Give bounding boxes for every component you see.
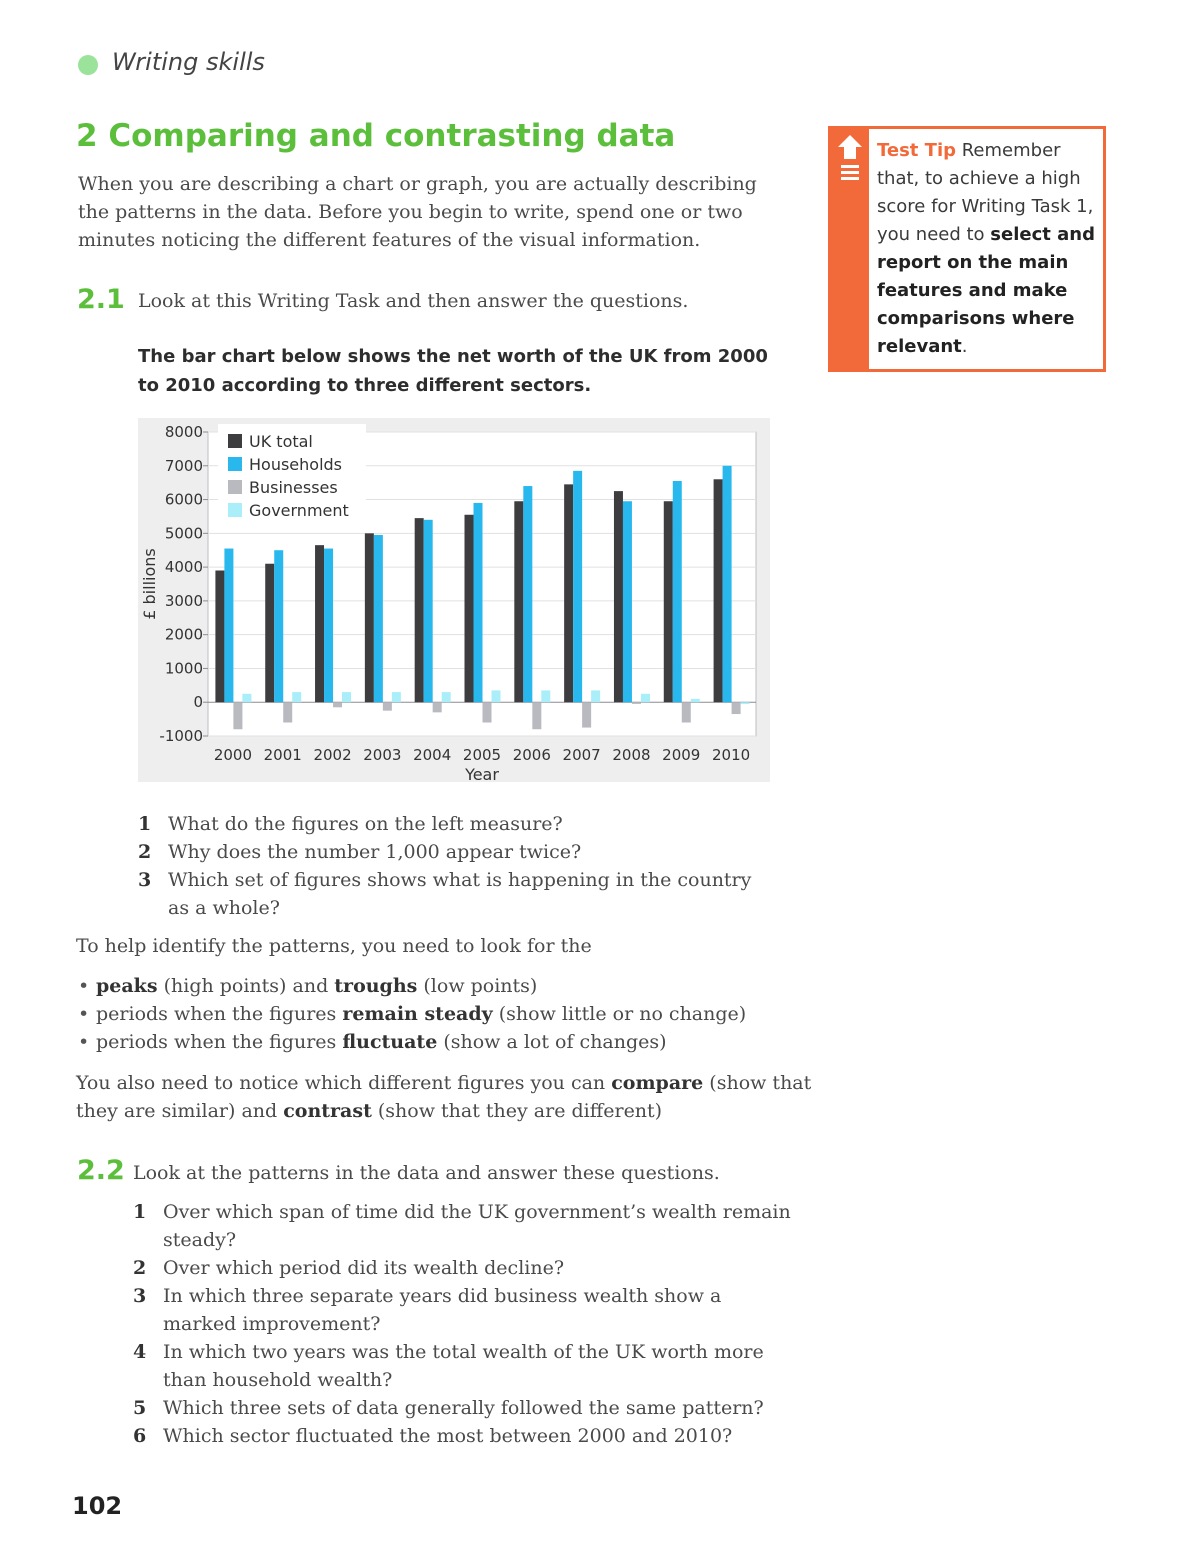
bar-businesses-2005 <box>483 702 492 722</box>
y-tick-label: 3000 <box>164 591 203 610</box>
test-tip-box <box>828 126 1106 372</box>
exercise-number-2-1: 2.1 <box>77 284 125 315</box>
list-item <box>78 972 798 1000</box>
y-tick-label: 7000 <box>164 456 203 475</box>
bullet-text: periods when the figures <box>96 1031 343 1053</box>
legend-label: Businesses <box>249 478 338 497</box>
x-tick-label: 2000 <box>213 746 253 764</box>
bar-businesses-2009 <box>682 702 691 722</box>
y-tick-label: 6000 <box>164 490 203 509</box>
bar-uk-total-2005 <box>465 515 474 702</box>
legend-label: Government <box>249 501 349 520</box>
bar-businesses-2001 <box>283 702 292 722</box>
bar-businesses-2010 <box>732 702 741 714</box>
intro-paragraph: When you are describing a chart or graph, you are actually describing the patterns in the data. Before you begin to write, spend one or two minutes noticing the different features of the visual information. <box>78 173 757 251</box>
x-tick-label: 2001 <box>263 746 302 764</box>
writing-task-prompt: The bar chart below shows the net worth of the UK from 2000 to 2010 according to three different sectors. <box>138 346 768 396</box>
tip-text <box>877 137 1099 361</box>
bar-households-2010 <box>723 466 732 702</box>
bar-government-2000 <box>242 694 251 702</box>
exercise-number-2-2: 2.2 <box>77 1155 125 1186</box>
list-item <box>133 1338 793 1394</box>
patterns-bullet-list <box>78 972 798 1056</box>
keyword: compare <box>611 1072 704 1094</box>
keyword: fluctuate <box>342 1031 438 1053</box>
list-item <box>138 838 778 866</box>
page-number: 102 <box>72 1492 123 1520</box>
bar-households-2000 <box>224 549 233 703</box>
bar-chart <box>138 418 770 782</box>
question-text: In which three separate years did business wealth show a marked improvement? <box>163 1285 722 1335</box>
x-tick-label: 2007 <box>562 746 601 764</box>
question-number: 2 <box>138 841 152 863</box>
bar-uk-total-2007 <box>564 484 573 702</box>
x-axis-label: Year <box>465 765 499 782</box>
exercise-2-2-questions <box>133 1198 793 1450</box>
bar-households-2004 <box>424 520 433 702</box>
list-item <box>138 810 778 838</box>
question-number: 2 <box>133 1257 147 1279</box>
x-tick-label: 2002 <box>313 746 352 764</box>
section-label: Writing skills <box>112 48 265 76</box>
bar-uk-total-2001 <box>265 564 274 702</box>
bullet-text: (high points) and <box>157 975 335 997</box>
tip-body: . <box>961 336 968 357</box>
bar-uk-total-2006 <box>514 501 523 702</box>
y-axis-label: £ billions <box>140 548 159 620</box>
bullet-text: (show a lot of changes) <box>437 1031 667 1053</box>
bar-households-2007 <box>573 471 582 702</box>
bar-households-2009 <box>673 481 682 702</box>
x-tick-label: 2010 <box>711 746 751 764</box>
x-tick-label: 2008 <box>612 746 651 764</box>
question-text: In which two years was the total wealth of the UK worth more than household wealth? <box>163 1341 764 1391</box>
question-text: Over which span of time did the UK government’s wealth remain steady? <box>163 1201 791 1251</box>
tip-emphasis: select and report on the main features and make comparisons where relevant <box>877 224 1095 357</box>
exercise-2-1-questions <box>138 810 778 922</box>
question-number: 6 <box>133 1425 147 1447</box>
bar-businesses-2002 <box>333 702 342 707</box>
bar-businesses-2000 <box>233 702 242 729</box>
keyword: troughs <box>334 975 418 997</box>
bar-uk-total-2009 <box>664 501 673 702</box>
bar-uk-total-2003 <box>365 533 374 702</box>
list-item <box>78 1028 798 1056</box>
question-number: 1 <box>138 813 152 835</box>
list-item <box>78 1000 798 1028</box>
bar-uk-total-2010 <box>714 479 723 702</box>
list-item <box>133 1394 793 1422</box>
bar-businesses-2004 <box>433 702 442 712</box>
bar-government-2002 <box>342 692 351 702</box>
question-text: What do the figures on the left measure? <box>168 813 563 835</box>
legend-swatch-government <box>228 503 242 517</box>
bar-households-2003 <box>374 535 383 702</box>
question-text: Which three sets of data generally followed the same pattern? <box>163 1397 764 1419</box>
paragraph-text: You also need to notice which different figures you can <box>76 1072 612 1094</box>
list-item <box>133 1282 793 1338</box>
list-item <box>133 1198 793 1254</box>
bar-businesses-2008 <box>632 702 641 704</box>
list-item <box>133 1422 793 1450</box>
bar-government-2010 <box>741 702 750 704</box>
legend-swatch-uk-total <box>228 434 242 448</box>
bar-uk-total-2002 <box>315 545 324 702</box>
legend-label: UK total <box>249 432 313 451</box>
bar-businesses-2007 <box>582 702 591 727</box>
y-tick-label: -1000 <box>159 727 203 745</box>
exercise-instruction-2-2: Look at the patterns in the data and answer these questions. <box>133 1162 720 1184</box>
x-tick-label: 2003 <box>363 746 402 764</box>
bar-households-2006 <box>523 486 532 702</box>
bar-government-2007 <box>591 690 600 702</box>
list-item <box>138 866 778 922</box>
y-tick-label: 1000 <box>164 659 203 678</box>
y-tick-label: 5000 <box>164 524 203 543</box>
bar-businesses-2006 <box>532 702 541 729</box>
list-item <box>133 1254 793 1282</box>
paragraph-text: (show that they are similar) and <box>76 1072 812 1122</box>
legend-swatch-households <box>228 457 242 471</box>
y-tick-label: 0 <box>193 693 203 712</box>
keyword: contrast <box>283 1100 372 1122</box>
x-tick-label: 2006 <box>512 746 551 764</box>
bar-businesses-2003 <box>383 702 392 710</box>
patterns-intro: To help identify the patterns, you need to look for the <box>76 935 592 957</box>
legend-swatch-businesses <box>228 480 242 494</box>
bar-uk-total-2000 <box>215 570 224 702</box>
y-tick-label: 4000 <box>164 558 203 577</box>
question-text: Why does the number 1,000 appear twice? <box>168 841 582 863</box>
bar-households-2001 <box>274 550 283 702</box>
section-bullet-icon <box>78 55 98 75</box>
bar-government-2006 <box>541 690 550 702</box>
bar-government-2003 <box>392 692 401 702</box>
bar-uk-total-2004 <box>415 518 424 702</box>
keyword: remain steady <box>342 1003 493 1025</box>
question-number: 4 <box>133 1341 147 1363</box>
page-title: 2 Comparing and contrasting data <box>76 118 676 154</box>
bar-government-2008 <box>641 694 650 702</box>
question-text: Which set of figures shows what is happening in the country as a whole? <box>168 869 752 919</box>
tip-heading: Test Tip <box>877 140 957 161</box>
question-number: 3 <box>138 869 152 891</box>
question-number: 1 <box>133 1201 147 1223</box>
bullet-text: (low points) <box>417 975 538 997</box>
bar-households-2005 <box>474 503 483 702</box>
bar-households-2008 <box>623 501 632 702</box>
bar-government-2004 <box>442 692 451 702</box>
compare-contrast-paragraph <box>76 1069 816 1125</box>
legend-label: Households <box>249 455 343 474</box>
x-tick-label: 2005 <box>462 746 502 764</box>
bullet-text: periods when the figures <box>96 1003 343 1025</box>
x-tick-label: 2009 <box>662 746 701 764</box>
tip-side-bar <box>831 129 869 369</box>
bar-government-2009 <box>691 699 700 702</box>
question-text: Which sector fluctuated the most between 2000 and 2010? <box>163 1425 733 1447</box>
arrow-up-icon <box>838 135 862 189</box>
bar-government-2005 <box>492 690 501 702</box>
bar-uk-total-2008 <box>614 491 623 702</box>
paragraph-text: (show that they are different) <box>371 1100 663 1122</box>
question-text: Over which period did its wealth decline? <box>163 1257 565 1279</box>
keyword: peaks <box>96 975 158 997</box>
question-number: 5 <box>133 1397 147 1419</box>
bar-households-2002 <box>324 549 333 703</box>
bullet-text: (show little or no change) <box>492 1003 747 1025</box>
bar-government-2001 <box>292 692 301 702</box>
y-tick-label: 2000 <box>164 625 203 644</box>
tip-body: Remember that, to achieve a high score for Writing Task 1, you need to <box>877 140 1094 245</box>
exercise-instruction-2-1: Look at this Writing Task and then answer the questions. <box>138 290 689 312</box>
x-tick-label: 2004 <box>413 746 452 764</box>
y-tick-label: 8000 <box>164 423 203 441</box>
question-number: 3 <box>133 1285 147 1307</box>
